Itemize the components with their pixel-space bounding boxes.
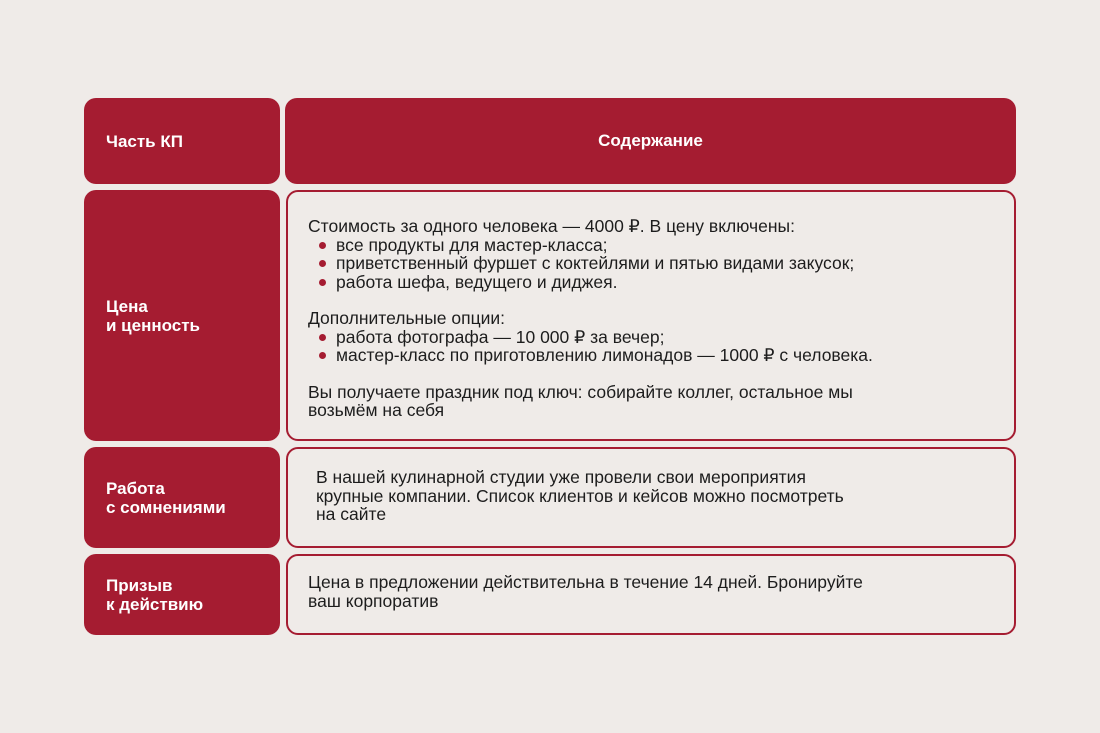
header-content-label: Содержание [598,131,703,150]
header-cell-content [285,98,1016,184]
header-part-label: Часть КП [106,131,183,151]
list-item: приветственный фуршет с коктейлями и пятью видами закусок; [318,254,1000,273]
row-content-cta [286,554,1016,635]
text-line: на сайте [316,504,387,524]
options-list [308,328,1000,365]
text-line: Цена в предложении действительна в течение 14 дней. Бронируйте [308,572,863,592]
row-label-line: Работа [106,478,165,498]
price-intro: Стоимость за одного человека — 4000 ₽. В цену включены: [308,216,795,236]
row-label-line: Цена [106,296,148,316]
text-line: ваш корпоратив [308,590,439,611]
included-list [308,236,1000,292]
row-label-line: с сомнениями [106,497,226,517]
row-content-objections [286,447,1016,548]
row-label-cta [84,554,280,635]
closing-line: Вы получаете праздник под ключ: собирайте коллег, остальное мы [308,381,853,402]
text-line: В нашей кулинарной студии уже провели свои мероприятия [316,467,806,487]
header-cell-part [84,98,280,184]
text-line: крупные компании. Список клиентов и кейсов можно посмотреть [316,485,844,506]
row-label-line: и ценность [106,315,201,335]
row-label-objections [84,447,280,548]
list-item: мастер-класс по приготовлению лимонадов — 1000 ₽ с человека. [318,346,1000,365]
closing-line: возьмём на себя [308,400,445,420]
row-label-line: Призыв [106,575,173,595]
options-title: Дополнительные опции: [308,308,506,328]
list-item: работа фотографа — 10 000 ₽ за вечер; [318,328,1000,347]
list-item: работа шефа, ведущего и диджея. [318,273,1000,292]
row-content-price [286,190,1016,441]
row-label-line: к действию [106,594,204,614]
list-item: все продукты для мастер-класса; [318,236,1000,255]
row-label-price [84,190,280,441]
